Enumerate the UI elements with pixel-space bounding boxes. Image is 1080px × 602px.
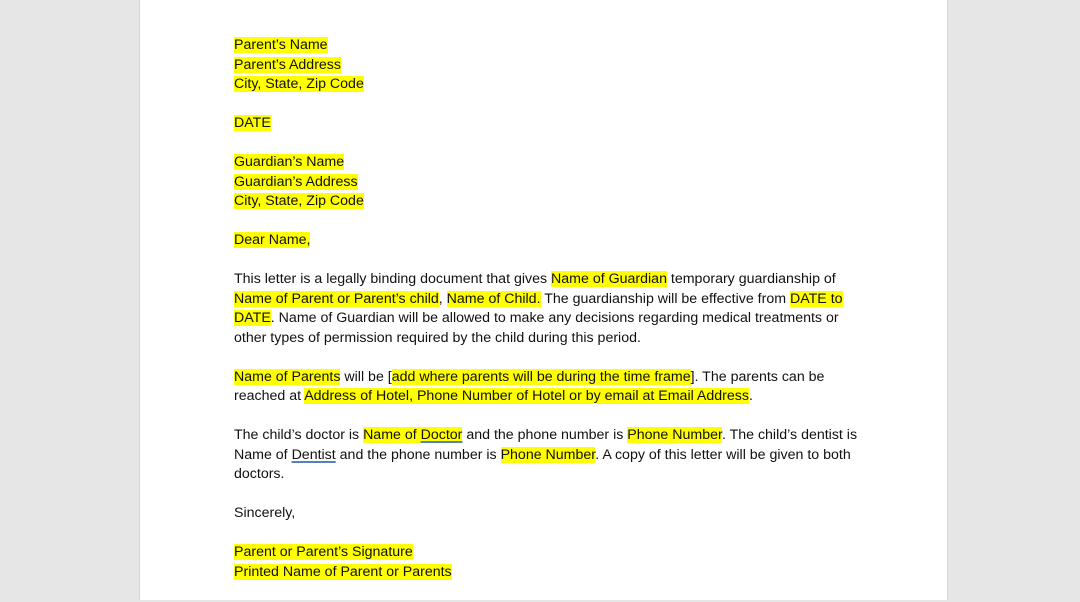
date-line [234,114,874,134]
recipient-address: Guardian’s Address [234,173,358,190]
p3-highlight-1b: Doctor [420,427,463,443]
p3-highlight-3: Phone Number [500,446,596,463]
recipient-block [234,153,874,212]
sender-block [234,36,874,95]
salutation [234,231,874,251]
letter-date: DATE [234,115,271,131]
p1-text-1: This letter is a legally binding document that gives [234,271,552,287]
signature-line-1: Parent or Parent’s Signature [234,544,413,560]
recipient-city: City, State, Zip Code [234,193,364,209]
p3-text-1: The child’s doctor is [234,427,364,443]
sender-name: Parent’s Name [234,37,328,53]
p3-highlight-2: Phone Number [627,427,722,443]
signature-line-2: Printed Name of Parent or Parents [234,563,452,580]
p2-highlight-2: add where parents will be during the time frame [391,368,691,385]
p1-highlight-3: Name of Child. [446,290,541,307]
letter-body[interactable] [234,36,874,602]
p3-text-2: and the phone number is [462,427,628,443]
p3-underlined-dentist: Dentist [291,446,336,463]
p3-text-5: . A copy of this letter will be given to both doctors. [234,446,851,482]
sender-address: Parent’s Address [234,56,341,73]
p2-highlight-1: Name of Parents [234,368,341,385]
document-page [139,0,948,600]
signature-block [234,543,874,582]
recipient-name: Guardian’s Name [234,154,345,170]
closing-text: Sincerely, [234,505,296,521]
p1-highlight-2: Name of Parent or Parent’s child [234,290,439,307]
p3-text-3: . The child’s dentist is Name of [234,427,858,463]
paragraph-parents-location [234,368,874,407]
p1-text-4: The guardianship will be effective from [540,290,790,307]
closing [234,504,874,524]
p2-highlight-3: Address of Hotel, Phone Number of Hotel or by email at Email Address [304,388,749,404]
p1-text-3: , [438,290,447,307]
p2-text-3: . [748,388,753,404]
paragraph-guardianship [234,270,874,348]
p2-text-1: will be [ [340,368,392,385]
p3-highlight-1a: Name of [363,427,421,443]
p3-text-4: and the phone number is [335,446,501,463]
p1-highlight-1: Name of Guardian [551,271,667,287]
p1-text-2: temporary guardianship of [666,271,836,287]
sender-city: City, State, Zip Code [234,76,364,92]
p2-text-2: ]. The parents can be reached at [234,368,825,404]
salutation-text: Dear Name, [234,232,311,248]
p1-text-5: . Name of Guardian will be allowed to make any decisions regarding medical treatments or other types of permission required by the child during this period. [234,310,839,346]
paragraph-doctors [234,426,874,485]
p1-highlight-4: DATE to DATE [234,290,843,326]
